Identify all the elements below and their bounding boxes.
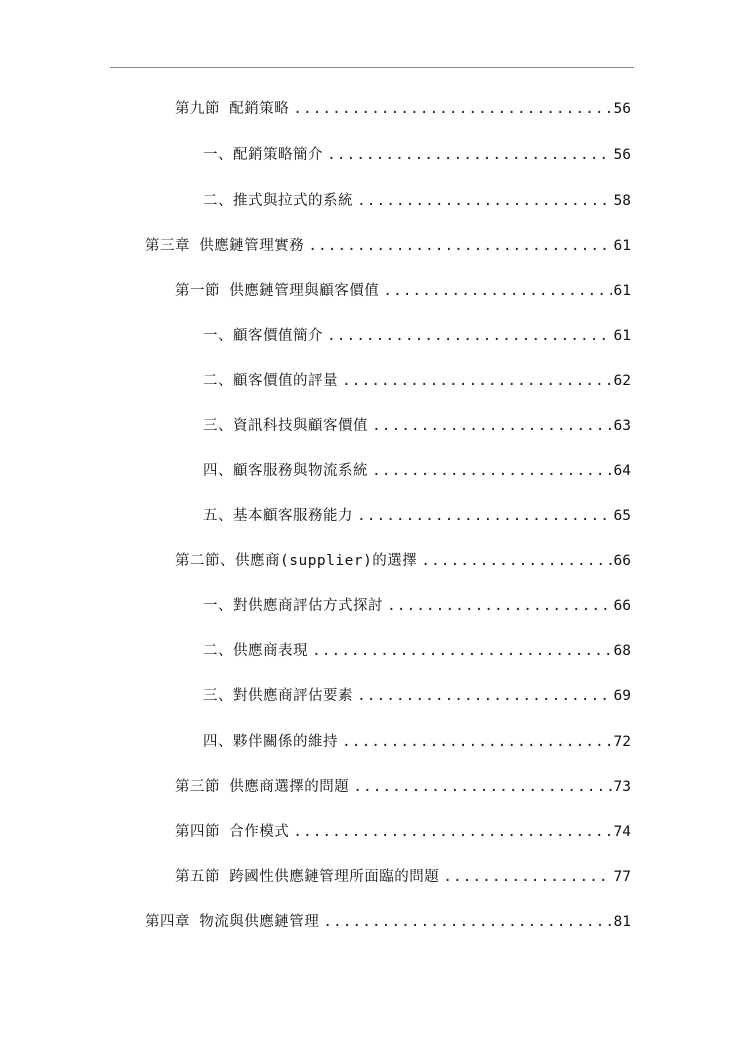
toc-entry-title: 第三節 供應商選擇的問題 (175, 779, 350, 795)
toc-entry-page: 73 (613, 779, 631, 795)
toc-entry-title: 一、配銷策略簡介 (203, 147, 323, 163)
toc-entry-page: 61 (613, 238, 631, 254)
dot-leader (387, 597, 612, 615)
toc-entry-title: 第四章 物流與供應鏈管理 (145, 914, 320, 930)
toc-entry-page: 58 (613, 193, 631, 209)
toc-entry[interactable] (203, 642, 631, 660)
toc-entry[interactable] (203, 417, 631, 435)
toc-entry[interactable] (203, 687, 631, 705)
toc-entry-page: 72 (613, 734, 631, 750)
toc-entry-title: 一、顧客價值簡介 (203, 328, 323, 344)
toc-entry-title: 五、基本顧客服務能力 (203, 508, 353, 524)
dot-leader (357, 192, 612, 210)
toc-entry-page: 61 (613, 328, 631, 344)
toc-entry-title: 第二節、供應商(supplier)的選擇 (175, 553, 418, 569)
toc-entry-title: 四、顧客服務與物流系統 (203, 463, 368, 479)
toc-entry-page: 77 (613, 869, 631, 885)
toc-entry-page: 63 (613, 418, 631, 434)
dot-leader (342, 733, 612, 751)
toc-entry[interactable] (203, 733, 631, 751)
toc-entry[interactable] (203, 507, 631, 525)
toc-entry[interactable] (145, 913, 631, 931)
dot-leader (327, 146, 612, 164)
dot-leader (312, 642, 612, 660)
toc-entry-title: 第四節 合作模式 (175, 824, 290, 840)
toc-entry-title: 二、供應商表現 (203, 643, 308, 659)
dot-leader (323, 913, 611, 931)
toc-entry-title: 第三章 供應鏈管理實務 (145, 238, 305, 254)
toc-entry-page: 61 (613, 283, 631, 299)
dot-leader (372, 417, 612, 435)
toc-entry[interactable] (175, 823, 631, 841)
toc-entry[interactable] (145, 237, 631, 255)
dot-leader (383, 282, 611, 300)
dot-leader (357, 687, 612, 705)
dot-leader (357, 507, 612, 525)
toc-entry[interactable] (203, 462, 631, 480)
toc-entry-page: 68 (613, 643, 631, 659)
dot-leader (293, 823, 611, 841)
toc-entry-page: 56 (613, 147, 631, 163)
toc-entry[interactable] (175, 100, 631, 118)
toc-entry[interactable] (203, 372, 631, 390)
toc-entry-title: 一、對供應商評估方式探討 (203, 598, 383, 614)
toc-entry-page: 74 (613, 824, 631, 840)
toc-entry-title: 四、夥伴關係的維持 (203, 734, 338, 750)
dot-leader (421, 552, 611, 570)
dot-leader (443, 868, 611, 886)
toc-entry-page: 65 (613, 508, 631, 524)
toc-entry-page: 81 (613, 914, 631, 930)
toc-entry[interactable] (175, 868, 631, 886)
dot-leader (372, 462, 612, 480)
dot-leader (353, 778, 611, 796)
toc-entry-page: 66 (613, 598, 631, 614)
toc-entry-title: 二、推式與拉式的系統 (203, 193, 353, 209)
toc-entry[interactable] (175, 778, 631, 796)
toc-entry-title: 二、顧客價值的評量 (203, 373, 338, 389)
toc-entry-title: 三、資訊科技與顧客價值 (203, 418, 368, 434)
toc-entry[interactable] (203, 146, 631, 164)
toc-entry[interactable] (203, 597, 631, 615)
toc-entry-title: 第九節 配銷策略 (175, 101, 290, 117)
toc-entry-page: 69 (613, 688, 631, 704)
toc-entry-page: 66 (613, 553, 631, 569)
toc-entry-page: 56 (613, 101, 631, 117)
toc-entry[interactable] (175, 282, 631, 300)
toc-entry[interactable] (203, 327, 631, 345)
toc-entry-title: 第五節 跨國性供應鏈管理所面臨的問題 (175, 869, 440, 885)
toc-entry[interactable] (203, 192, 631, 210)
toc-entry[interactable] (175, 552, 631, 570)
dot-leader (342, 372, 612, 390)
dot-leader (293, 100, 611, 118)
toc-entry-title: 三、對供應商評估要素 (203, 688, 353, 704)
dot-leader (308, 237, 611, 255)
toc-entry-page: 62 (613, 373, 631, 389)
toc-entry-title: 第一節 供應鏈管理與顧客價值 (175, 283, 380, 299)
toc-entry-page: 64 (613, 463, 631, 479)
dot-leader (327, 327, 612, 345)
